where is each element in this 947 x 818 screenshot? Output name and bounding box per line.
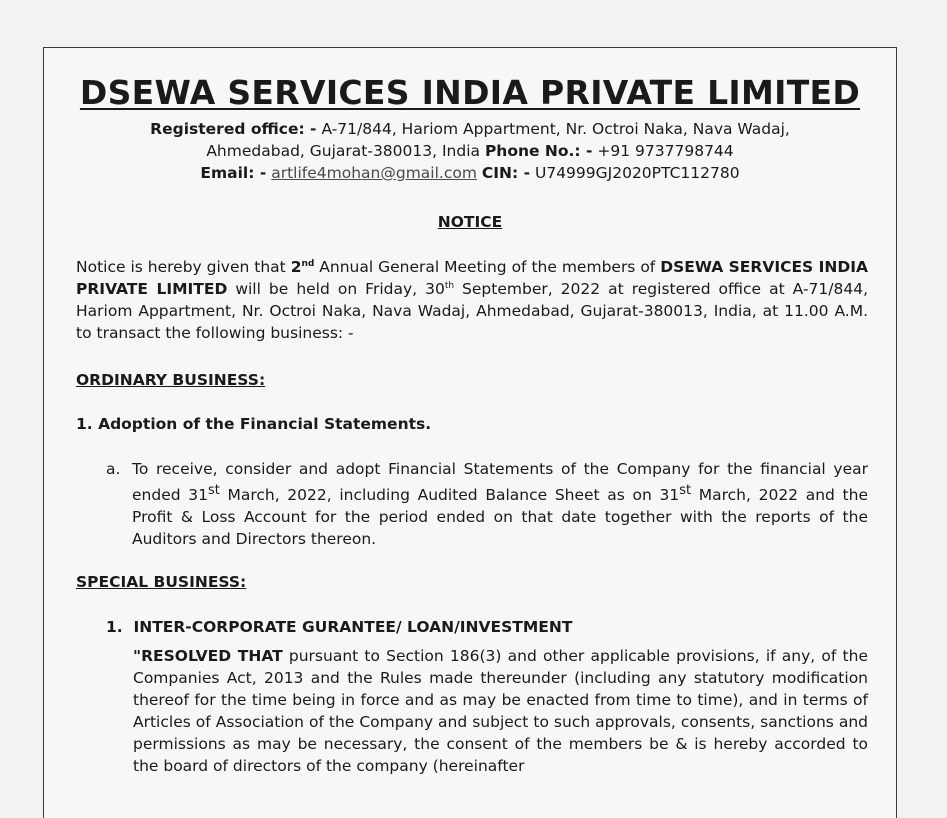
- ordinary-item-1a: [106, 458, 868, 550]
- reg-label: Registered office: -: [150, 120, 317, 138]
- resolved-that: "RESOLVED THAT: [133, 647, 283, 665]
- phone-value: +91 9737798744: [597, 142, 734, 160]
- special-item-1-title: 1. INTER-CORPORATE GURANTEE/ LOAN/INVESTMENT: [106, 618, 573, 636]
- registered-office-block: [44, 118, 896, 184]
- document-page: [43, 47, 897, 818]
- intro-ordinal-sup: nd: [301, 259, 315, 269]
- resolution-text: pursuant to Section 186(3) and other applicable provisions, if any, of the Companies Act, 2013 and the Rules made thereunder (including any statutory modification thereof for the time being in force and as may be enacted from time to time), and in terms of Articles of Association of the Company and subject to such approvals, consents, sanctions and permissions as may be necessary, the consent of the members be & is hereby accorded to the board of directors of the company (hereinafter: [133, 647, 868, 775]
- item-1a-sup2: st: [679, 483, 692, 498]
- cin-value: U74999GJ2020PTC112780: [534, 164, 740, 182]
- reg-line-1: [44, 118, 896, 140]
- resolution-paragraph: [133, 645, 868, 777]
- reg-address-line2: Ahmedabad, Gujarat-380013, India: [206, 142, 480, 160]
- item-1a-sup1: st: [207, 483, 220, 498]
- item-marker-a: a.: [106, 460, 121, 478]
- intro-date-sup: th: [444, 281, 455, 291]
- email-link[interactable]: artlife4mohan@gmail.com: [271, 164, 477, 182]
- intro-part3: will be held on Friday, 30: [227, 280, 445, 298]
- cin-label: CIN: -: [481, 164, 531, 182]
- item-1a-part1: To receive, consider and adopt Financial Statements of the Company for the financial year ended 31: [132, 460, 868, 505]
- intro-part2: Annual General Meeting of the members of: [314, 258, 661, 276]
- item-1a-text: [132, 458, 868, 550]
- ordinary-item-1-title: 1. Adoption of the Financial Statements.: [76, 415, 432, 433]
- special-business-heading: SPECIAL BUSINESS:: [76, 573, 247, 591]
- intro-part4: September, 2022 at registered office at A-71/844, Hariom Appartment, Nr. Octroi Naka, Nava Wadaj, Ahmedabad, Gujarat-380013, India, at 11.00 A.M. to transact the following business: -: [76, 280, 868, 342]
- reg-address-line1: A-71/844, Hariom Appartment, Nr. Octroi Naka, Nava Wadaj,: [321, 120, 790, 138]
- reg-line-3: [44, 162, 896, 184]
- item-1a-part2: March, 2022, including Audited Balance Sheet as on 31: [219, 486, 680, 505]
- intro-paragraph: [76, 256, 868, 344]
- item-1a-part3: March, 2022 and the Profit & Loss Account for the period ended on that date together with the reports of the Auditors and Directors thereon.: [132, 486, 868, 549]
- email-label: Email: -: [200, 164, 267, 182]
- phone-label: Phone No.: -: [484, 142, 593, 160]
- intro-part1: Notice is hereby given that: [76, 258, 291, 276]
- intro-company: DSEWA SERVICES INDIA PRIVATE LIMITED: [76, 258, 868, 298]
- notice-heading: NOTICE: [437, 213, 503, 231]
- intro-ordinal: 2: [290, 258, 302, 276]
- company-title: DSEWA SERVICES INDIA PRIVATE LIMITED: [79, 73, 861, 112]
- reg-line-2: [44, 140, 896, 162]
- ordinary-business-heading: ORDINARY BUSINESS:: [76, 371, 266, 389]
